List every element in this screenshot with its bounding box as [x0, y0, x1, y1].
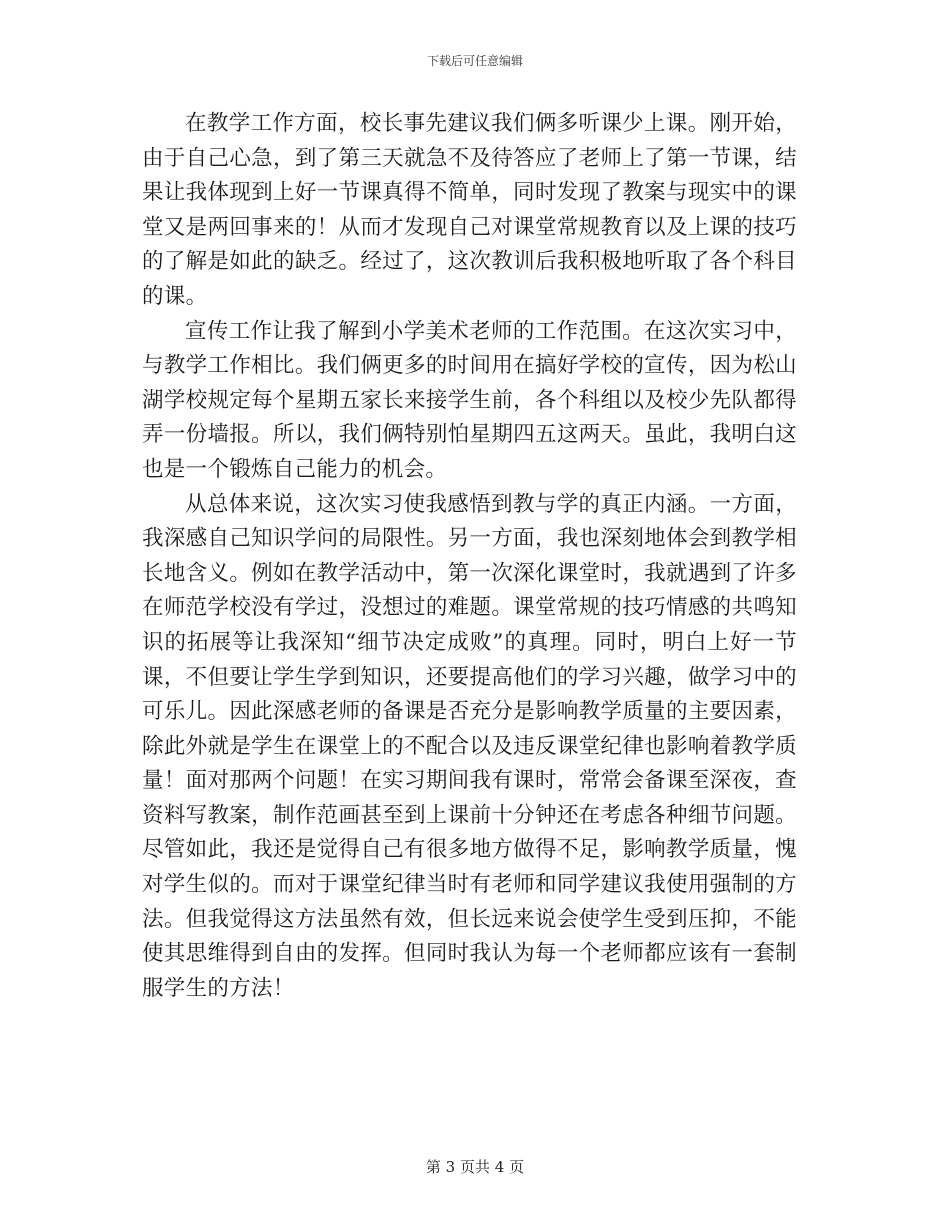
- paragraph-teaching-work: 在教学工作方面，校长事先建议我们俩多听课少上课。刚开始，由于自己心急，到了第三天就急不及待答应了老师上了第一节课，结果让我体现到上好一节课真得不简单，同时发现了教案与现实中的课堂又是两回事来的！从而才发现自己对课堂常规教育以及上课的技巧的了解是如此的缺乏。经过了，这次教训后我积极地听取了各个科目的课。: [142, 111, 797, 309]
- page-header: 下载后可任意编辑: [426, 54, 523, 68]
- paragraph-publicity-work: 宣传工作让我了解到小学美术老师的工作范围。在这次实习中，与教学工作相比。我们俩更多的时间用在搞好学校的宣传，因为松山湖学校规定每个星期五家长来接学生前，各个科组以及校少先队都得弄一份墙报。所以，我们俩特别怕星期四五这两天。虽此，我明白这也是一个锻炼自己能力的机会。: [142, 318, 797, 482]
- document-body: [142, 107, 797, 1006]
- page-footer: 第 3 页共 4 页: [425, 1158, 525, 1176]
- paragraph-overall-summary: 从总体来说，这次实习使我感悟到教与学的真正内涵。一方面，我深感自己知识学问的局限性。另一方面，我也深刻地体会到教学相长地含义。例如在教学活动中，第一次深化课堂时，我就遇到了许多在师范学校没有学过，没想过的难题。课堂常规的技巧情感的共鸣知识的拓展等让我深知“细节决定成败”的真理。同时，明白上好一节课，不但要让学生学到知识，还要提高他们的学习兴趣，做学习中的可乐儿。因此深感老师的备课是否充分是影响教学质量的主要因素，除此外就是学生在课堂上的不配合以及违反课堂纪律也影响着教学质量！面对那两个问题！在实习期间我有课时，常常会备课至深夜，查资料写教案，制作范画甚至到上课前十分钟还在考虑各种细节问题。尽管如此，我还是觉得自己有很多地方做得不足，影响教学质量，愧对学生似的。而对于课堂纪律当时有老师和同学建议我使用强制的方法。但我觉得这方法虽然有效，但长远来说会使学生受到压抑，不能使其思维得到自由的发挥。但同时我认为每一个老师都应该有一套制服学生的方法！: [142, 491, 797, 1001]
